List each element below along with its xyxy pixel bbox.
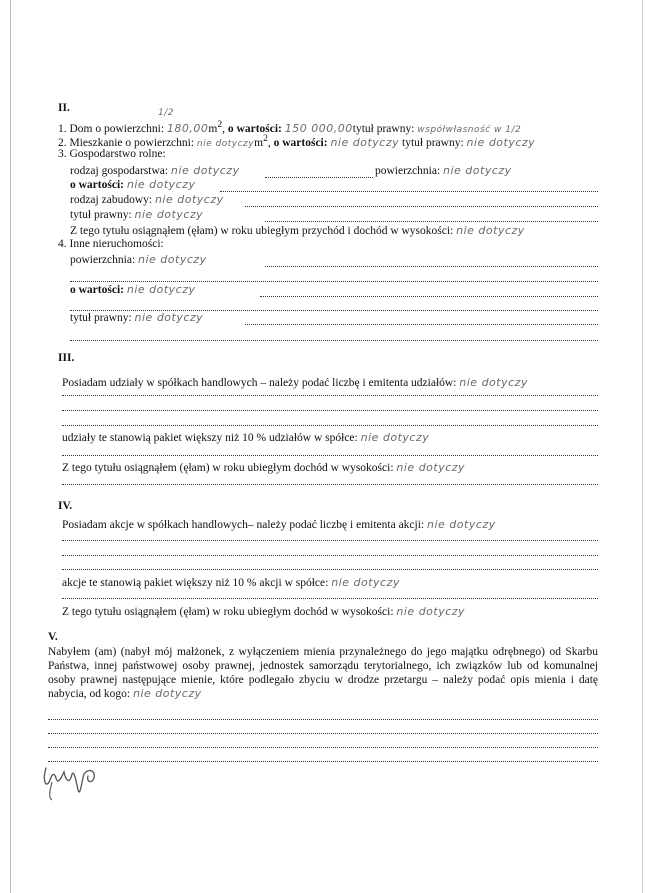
other-value-label: o wartości:: [70, 284, 124, 296]
other-area-row: [70, 253, 207, 267]
stock-income-label: Z tego tytułu osiągnąłem (ęłam) w roku ubiegłym dochód w wysokości:: [62, 606, 394, 618]
apartment-title: nie dotyczy: [466, 135, 536, 149]
other-title: nie dotyczy: [134, 311, 204, 324]
shares-package: nie dotyczy: [360, 431, 430, 444]
dotted-line: [70, 281, 598, 282]
shares-package-row: [62, 431, 429, 445]
farm-building: nie dotyczy: [154, 193, 224, 206]
dotted-line: [62, 395, 598, 396]
shares-label: Posiadam udziały w spółkach handlowych – należy podać liczbę i emitenta udziałów:: [62, 377, 457, 389]
apartment-title-label: tytuł prawny:: [402, 136, 464, 149]
other-title-row: [70, 311, 203, 325]
farm-type: nie dotyczy: [170, 164, 240, 177]
house-title-label: tytuł prawny:: [352, 122, 415, 135]
dotted-line: [245, 324, 598, 325]
section-3-heading: III.: [58, 352, 75, 364]
farm-title-label: tytuł prawny:: [70, 209, 132, 221]
dotted-line: [48, 733, 598, 734]
stock-package-row: [62, 576, 400, 590]
shares-row: [62, 376, 528, 390]
section-5-answer: nie dotyczy: [132, 687, 202, 700]
apartment-label: 2. Mieszkanie o powierzchni:: [58, 136, 195, 149]
farm-income: nie dotyczy: [456, 224, 525, 237]
farm-area: nie dotyczy: [443, 164, 512, 177]
dotted-line: [62, 425, 598, 426]
dotted-line: [265, 177, 373, 178]
other-area-label: powierzchnia:: [70, 254, 136, 266]
dotted-line: [48, 719, 598, 720]
other-area: nie dotyczy: [138, 253, 207, 266]
stock-label: Posiadam akcje w spółkach handlowych– należy podać liczbę i emitenta akcji:: [62, 519, 425, 531]
dotted-line: [62, 455, 598, 456]
other-property-label: 4. Inne nieruchomości:: [58, 238, 164, 250]
section-5-text: [48, 645, 598, 701]
stock-package-label: akcje te stanowią pakiet większy niż 10 % akcji w spółce:: [62, 577, 329, 589]
farm-label: 3. Gospodarstwo rolne:: [58, 148, 166, 160]
apartment-row: 2. Mieszkanie o powierzchni: nie dotyczym$^2$, o wartości: nie dotyczy tytuł prawny: nie dotyczy: [58, 133, 536, 149]
dotted-line: [62, 555, 598, 556]
other-title-label: tytuł prawny:: [70, 312, 132, 324]
shares: nie dotyczy: [459, 376, 528, 389]
section-5-heading: V.: [48, 631, 58, 643]
apartment-area: nie dotyczy: [196, 138, 255, 149]
house-value-label: o wartości:: [227, 122, 282, 135]
house-unit: m: [208, 122, 218, 135]
apartment-value-label: o wartości:: [273, 136, 328, 149]
farm-title: nie dotyczy: [134, 208, 204, 221]
dotted-line: [62, 598, 598, 599]
shares-package-label: udziały te stanowią pakiet większy niż 10 % udziałów w spółce:: [62, 432, 358, 444]
farm-building-label: rodzaj zabudowy:: [70, 194, 153, 206]
farm-value-label: o wartości:: [70, 179, 124, 191]
farm-value: nie dotyczy: [126, 178, 196, 191]
dotted-line: [245, 206, 598, 207]
apartment-unit: m: [254, 136, 264, 149]
stock: nie dotyczy: [427, 518, 496, 531]
section-2-heading: II.: [58, 102, 70, 114]
apartment-value: nie dotyczy: [330, 135, 400, 149]
other-value: nie dotyczy: [126, 283, 196, 296]
shares-income-label: Z tego tytułu osiągnąłem (ęłam) w roku ubiegłym dochód w wysokości:: [62, 462, 394, 474]
house-value: 150 000,00: [284, 121, 353, 135]
house-row: 1. Dom o powierzchni: $180,00m^2$, o wartości: 150 000,00tytuł prawny: współwłasność w 1/2: [58, 119, 522, 135]
section-4-heading: IV.: [58, 500, 73, 512]
section-5-paragraph: Nabyłem (am) (nabył mój małżonek, z wyłączeniem mienia przynależnego do jego majątku odrębnego) od Skarbu Państwa, innej państwowej osoby prawnej, jednostek samorządu terytorialnego, ich związków lub od komunalnej osoby prawnej następujące mienie, które podlegało zbyciu w drodze przetargu – należy podać opis mienia i datę nabycia, od kogo:: [48, 646, 598, 700]
farm-building-row: [70, 193, 224, 207]
stock-package: nie dotyczy: [331, 576, 400, 589]
other-value-row: [70, 283, 196, 297]
dotted-line: [265, 266, 598, 267]
dotted-line: [62, 484, 598, 485]
dotted-line: [265, 221, 598, 222]
shares-income-row: [62, 461, 465, 475]
farm-income-label: Z tego tytułu osiągnąłem (ęłam) w roku ubiegłym przychód i dochód w wysokości:: [70, 225, 454, 237]
dotted-line: [260, 296, 598, 297]
scan-edge-right: [642, 0, 643, 893]
dotted-line: [62, 569, 598, 570]
house-label: 1. Dom o powierzchni:: [58, 122, 165, 135]
stock-row: [62, 518, 496, 532]
farm-area-row: [375, 164, 512, 178]
house-title: współwłasność w 1/2: [417, 124, 522, 135]
dotted-line: [48, 761, 598, 762]
stock-income-row: [62, 605, 465, 619]
scan-edge-left: [10, 0, 11, 893]
dotted-line: [220, 191, 598, 192]
farm-type-label: rodzaj gospodarstwa:: [70, 165, 169, 177]
signature-image: [38, 760, 118, 806]
farm-title-row: [70, 208, 203, 222]
dotted-line: [70, 340, 598, 341]
farm-income-row: [70, 224, 525, 238]
dotted-line: [62, 540, 598, 541]
dotted-line: [48, 747, 598, 748]
stock-income: nie dotyczy: [396, 605, 466, 618]
farm-value-row: [70, 178, 196, 192]
farm-area-label: powierzchnia:: [375, 165, 441, 177]
dotted-line: [62, 410, 598, 411]
shares-income: nie dotyczy: [396, 461, 466, 474]
house-area: 180,00: [166, 121, 209, 135]
farm-type-row: [70, 164, 240, 178]
house-note: 1/2: [158, 108, 174, 118]
